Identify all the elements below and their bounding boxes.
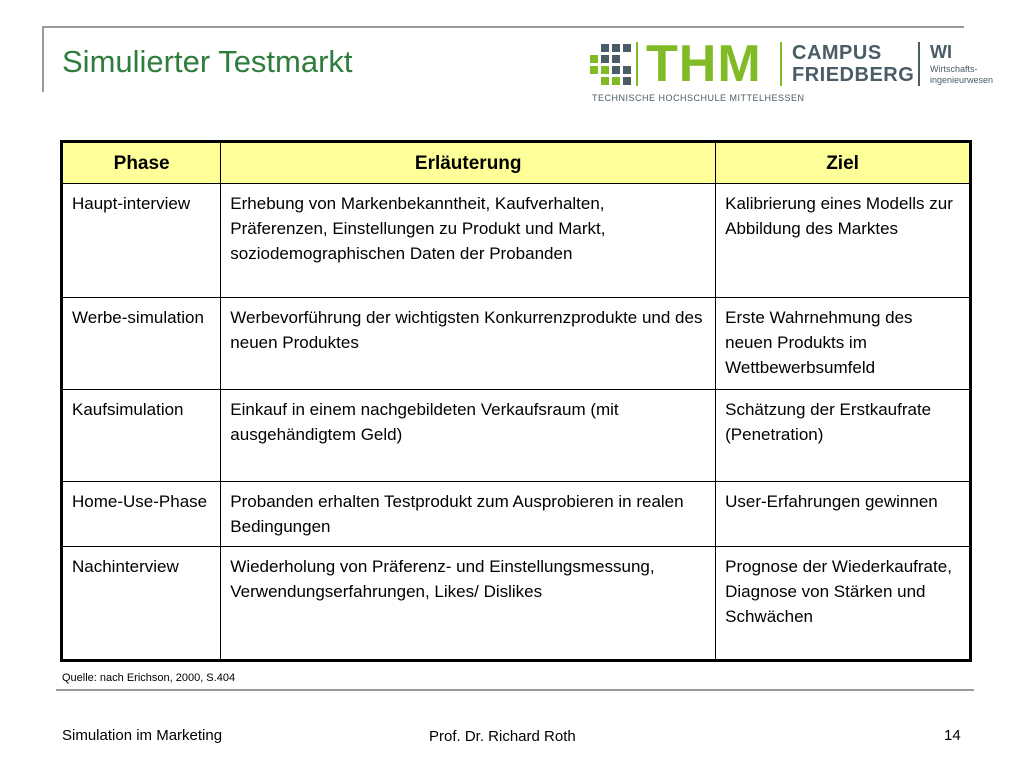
logo-divider (918, 42, 920, 86)
description-cell: Erhebung von Markenbekanntheit, Kaufverhalten, Präferenzen, Einstellungen zu Produkt und Markt, soziodemographischen Daten der Probanden (221, 184, 716, 298)
page-number: 14 (944, 727, 961, 744)
table-row (62, 184, 971, 298)
logo-square (590, 55, 598, 63)
logo-wi-subtitle-line: Wirtschafts- (930, 64, 978, 74)
logo-divider (780, 42, 782, 86)
goal-cell: Schätzung der Erstkaufrate (Penetration) (716, 390, 971, 482)
table-row (62, 482, 971, 547)
phase-cell: Haupt-interview (62, 184, 221, 298)
description-cell: Probanden erhalten Testprodukt zum Ausprobieren in realen Bedingungen (221, 482, 716, 547)
top-divider (42, 26, 964, 28)
header-goal: Ziel (716, 142, 971, 184)
header-description: Erläuterung (221, 142, 716, 184)
logo-square (612, 44, 620, 52)
description-cell: Werbevorführung der wichtigsten Konkurrenzprodukte und des neuen Produktes (221, 298, 716, 390)
logo-campus (792, 42, 914, 86)
logo-square (590, 66, 598, 74)
table-row (62, 547, 971, 661)
phase-cell: Kaufsimulation (62, 390, 221, 482)
thm-logo (590, 35, 995, 106)
logo-wi-subtitle (930, 64, 993, 86)
logo-square (623, 77, 631, 85)
logo-square (601, 66, 609, 74)
description-cell: Einkauf in einem nachgebildeten Verkaufsraum (mit ausgehändigtem Geld) (221, 390, 716, 482)
source-note: Quelle: nach Erichson, 2000, S.404 (62, 672, 236, 684)
logo-square (601, 77, 609, 85)
logo-square (623, 44, 631, 52)
table-row (62, 390, 971, 482)
logo-wi-subtitle-line: ingenieurwesen (930, 75, 994, 85)
header-phase: Phase (62, 142, 221, 184)
phases-table (60, 140, 972, 662)
left-divider (42, 26, 44, 92)
goal-cell: Erste Wahrnehmung des neuen Produkts im Wettbewerbsumfeld (716, 298, 971, 390)
table-row (62, 298, 971, 390)
logo-wordmark: THM (646, 35, 762, 93)
phase-cell: Werbe-simulation (62, 298, 221, 390)
logo-square (601, 55, 609, 63)
phase-cell: Nachinterview (62, 547, 221, 661)
footer-course-title: Simulation im Marketing (62, 727, 223, 744)
logo-square (612, 55, 620, 63)
footer-author: Prof. Dr. Richard Roth (429, 728, 576, 745)
thm-grid-icon (590, 44, 634, 88)
description-cell: Wiederholung von Präferenz- und Einstellungsmessung, Verwendungserfahrungen, Likes/ Dislikes (221, 547, 716, 661)
table-header-row (62, 142, 971, 184)
slide-title: Simulierter Testmarkt (62, 44, 353, 79)
logo-campus-line: FRIEDBERG (792, 64, 915, 86)
goal-cell: Kalibrierung eines Modells zur Abbildung des Marktes (716, 184, 971, 298)
goal-cell: User-Erfahrungen gewinnen (716, 482, 971, 547)
logo-square (612, 66, 620, 74)
logo-campus-line: CAMPUS (792, 42, 882, 64)
logo-institution: TECHNISCHE HOCHSCHULE MITTELHESSEN (592, 93, 805, 103)
logo-square (612, 77, 620, 85)
bottom-divider (56, 689, 974, 691)
logo-divider (636, 42, 638, 86)
logo-square (623, 66, 631, 74)
phase-cell: Home-Use-Phase (62, 482, 221, 547)
logo-wi: WI (930, 42, 952, 62)
goal-cell: Prognose der Wiederkaufrate, Diagnose von Stärken und Schwächen (716, 547, 971, 661)
logo-square (601, 44, 609, 52)
